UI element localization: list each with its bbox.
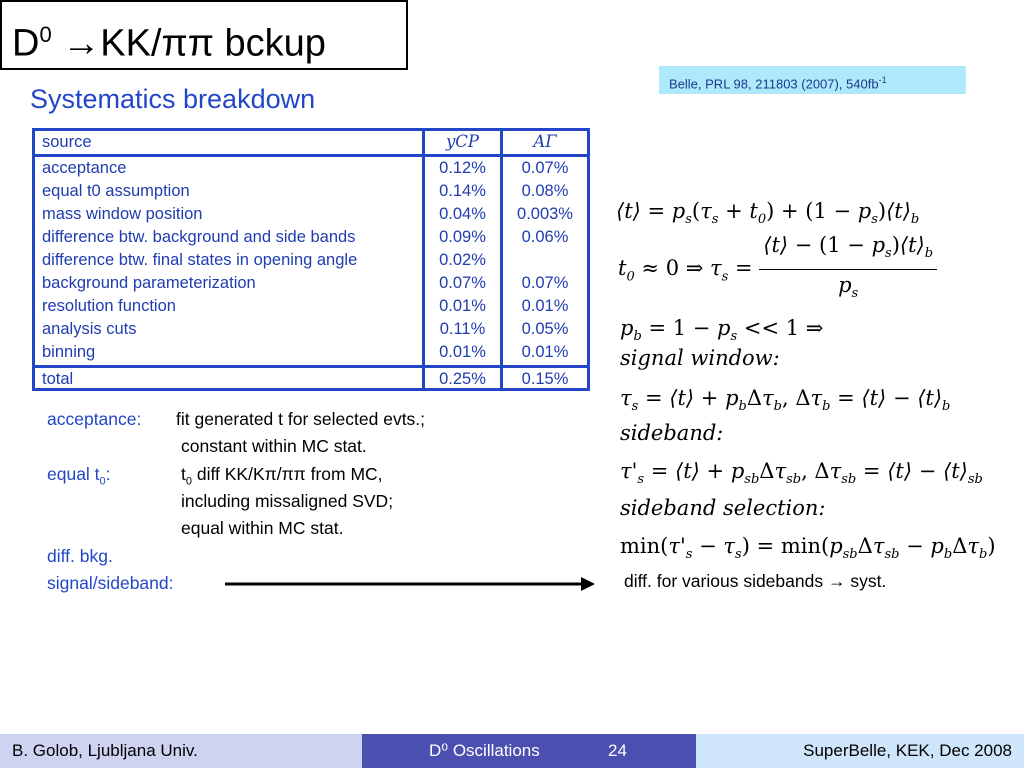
title-prefix: D xyxy=(12,22,40,65)
signal-sideband-label: signal/sideband: xyxy=(47,573,174,593)
row-ycp: 0.09% xyxy=(439,228,486,246)
row-agamma: 0.05% xyxy=(521,320,569,338)
acceptance-text-2: constant within MC stat. xyxy=(181,436,367,456)
row-source: difference btw. background and side bands xyxy=(42,228,356,246)
footer-venue: SuperBelle, KEK, Dec 2008 xyxy=(696,734,1024,768)
equation-tau-s: $t_0 \approx 0$ ⇒ $\tau_s$ = $\frac{⟨t⟩ - (1 - p_s)⟨t⟩_b}{p_s}$ xyxy=(618,232,937,307)
equal-t0-text-3: equal within MC stat. xyxy=(181,518,344,538)
row-source: binning xyxy=(42,343,96,361)
footer-page-number: 24 xyxy=(608,741,627,760)
row-agamma: 0.01% xyxy=(521,343,569,361)
page-subtitle: Systematics breakdown xyxy=(30,84,316,114)
equal-t0-label: equal $t_0$: xyxy=(47,464,111,488)
total-agamma: 0.15% xyxy=(521,370,569,388)
row-source: acceptance xyxy=(42,159,127,177)
footer-author: B. Golob, Ljubljana Univ. xyxy=(0,734,362,768)
row-ycp: 0.14% xyxy=(439,182,486,200)
row-source: analysis cuts xyxy=(42,320,137,338)
footer xyxy=(0,734,1024,768)
row-agamma: 0.01% xyxy=(521,297,569,315)
header-source: source xyxy=(42,133,92,151)
row-ycp: 0.01% xyxy=(439,297,486,315)
equal-t0-text-1: $t_0$ diff KK/Kπ/ππ from MC, xyxy=(181,464,383,488)
row-agamma: 0.08% xyxy=(521,182,569,200)
equation-signal-window: $\tau_s$ = ⟨t⟩ + $p_b\Delta\tau_b$, $\Delta\tau_b$ = ⟨t⟩ − $⟨t⟩_b$ xyxy=(620,386,951,415)
title-superscript: 0 xyxy=(39,22,52,47)
row-ycp: 0.11% xyxy=(439,320,486,338)
equal-t0-text-2: including missaligned SVD; xyxy=(181,491,394,511)
sideband-selection-label: sideband selection: xyxy=(620,496,826,520)
row-agamma: 0.003% xyxy=(517,205,573,223)
row-agamma: 0.07% xyxy=(521,159,569,177)
sideband-label: sideband: xyxy=(620,421,724,445)
arrow-right-icon xyxy=(225,575,597,595)
row-source: mass window position xyxy=(42,205,203,223)
row-ycp: 0.01% xyxy=(439,343,486,361)
sideband-result-note: diff. for various sidebands → syst. xyxy=(624,571,887,591)
row-agamma: 0.07% xyxy=(521,274,569,292)
equation-pb: $p_b = 1 - p_s << 1$ ⇒ xyxy=(620,316,824,345)
equation-mean-time: ⟨t⟩ = $p_s(\tau_s + t_0) + (1$ − $p_s)⟨t⟩_b$ xyxy=(616,199,920,228)
row-agamma: 0.06% xyxy=(521,228,569,246)
row-ycp: 0.12% xyxy=(439,159,486,177)
row-source: difference btw. final states in opening angle xyxy=(42,251,358,269)
diff-bkg-label: diff. bkg. xyxy=(47,546,113,566)
acceptance-label: acceptance: xyxy=(47,409,142,429)
total-ycp: 0.25% xyxy=(439,370,486,388)
row-source: resolution function xyxy=(42,297,176,315)
table-total-rule xyxy=(35,365,587,368)
row-ycp: 0.02% xyxy=(439,251,486,269)
header-ycp: yCP xyxy=(445,132,480,151)
systematics-table xyxy=(32,128,590,391)
row-ycp: 0.04% xyxy=(439,205,486,223)
slide-title xyxy=(0,0,408,70)
equation-sideband-selection: $\min(\tau'_s - \tau_s) = \min(p_{sb}\Delta\tau_{sb} - p_b\Delta\tau_b)$ xyxy=(620,534,996,563)
footer-center xyxy=(362,734,696,768)
header-agamma: AΓ xyxy=(533,132,557,151)
table-header-rule xyxy=(35,154,587,157)
total-source: total xyxy=(42,370,74,388)
equation-sideband: $\tau'_s$ = ⟨t⟩ + $p_{sb}\Delta\tau_{sb}$, $\Delta\tau_{sb}$ = ⟨t⟩ − $⟨t⟩_{sb}$ xyxy=(620,459,983,488)
reference-superscript: -1 xyxy=(878,75,887,85)
acceptance-text-1: fit generated t for selected evts.; xyxy=(176,409,426,429)
footer-topic: D⁰ Oscillations xyxy=(429,741,540,760)
row-ycp: 0.07% xyxy=(439,274,486,292)
signal-window-label: signal window: xyxy=(620,346,780,370)
reference-box xyxy=(659,66,966,94)
row-source: background parameterization xyxy=(42,274,256,292)
row-source: equal t0 assumption xyxy=(42,182,190,200)
reference-text: Belle, PRL 98, 211803 (2007), 540fb xyxy=(669,76,879,92)
title-suffix: →KK/ππ bckup xyxy=(51,22,326,65)
